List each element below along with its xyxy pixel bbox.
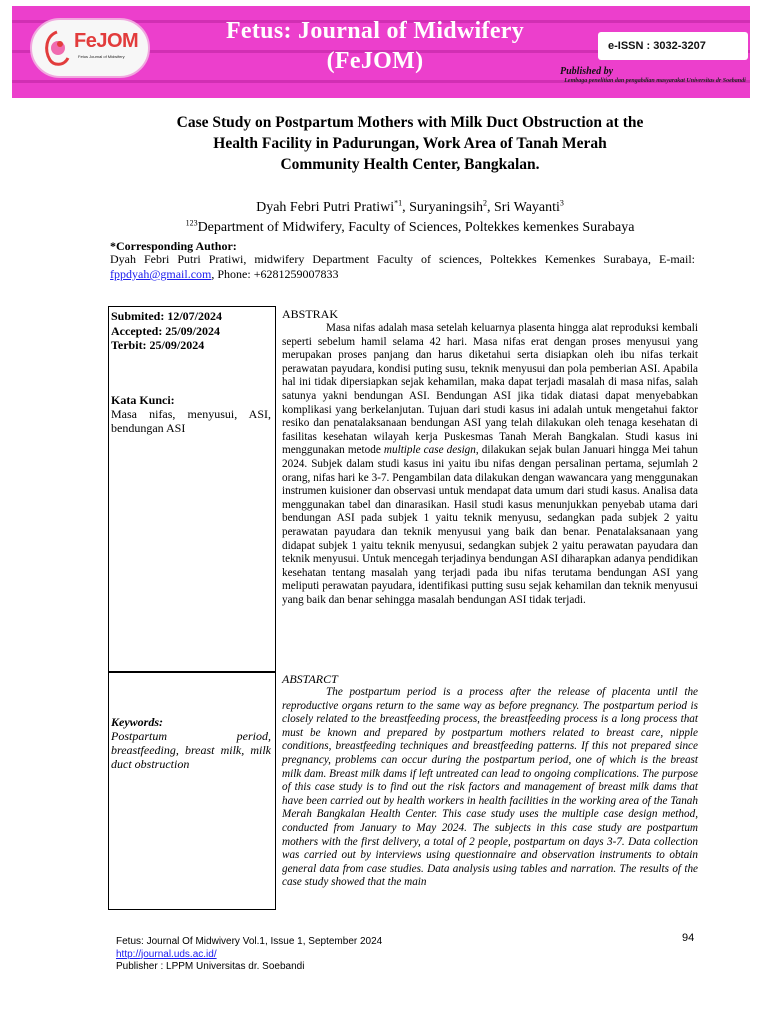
article-title: [120, 112, 700, 175]
page-footer: [116, 936, 382, 974]
footer-journal-link[interactable]: http://journal.uds.ac.id/: [116, 948, 217, 960]
author-name: Dyah Febri Putri Pratiwi: [256, 200, 395, 215]
author-superscript: 3: [559, 198, 564, 208]
issn-text: e-ISSN : 3032-3207: [608, 40, 706, 52]
logo-subtext: Fetus Journal of Midwifery: [78, 54, 125, 59]
journal-title: [190, 16, 560, 76]
keywords-label: Keywords:: [111, 715, 163, 729]
abstrak-text-part: , dilakukan sejak bulan Januari hingga Mei tahun 2024. Subjek dalam studi kasus ini yaitu ibu nifas dengan persalinan pertama, sejumlah 2 orang, nifas hari ke 3-7. Pengambilan data dilakukan dengan wawancara yang menggunakan instrumen kuisioner dan observasi untuk mendapat data umum dari studi kasus. Analisa data menggunakan tabel dan dinarasikan. Hasil studi kasus menunjukkan penyebab utama dari bendungan ASI pada subjek 1 yaitu teknik menyusu, sedangkan pada subjek 2 yaitu perawatan payudara dan teknik menyusui yang baik dan benar. Penatalaksanaan yang didapat subjek 1 yaitu teknik menyusui, sedangkan subjek 2 yaitu perawatan payudara dan teknik menyusui. Untuk mencegah terjadinya bendungan ASI diharapkan adanya pendidikan kesehatan tentang masalah yang terjadi pada ibu nifas terutama bendungan ASI yang meliputi perawatan payudara, identifikasi putting susu sejak kehamilan dan teknik menyusui yang baik dan benar sehingga masalah bendungan ASI tidak terjadi.: [282, 444, 698, 606]
page-number: 94: [682, 932, 695, 944]
author-superscript: 2: [483, 198, 488, 208]
keywords-text: Postpartum period, breastfeeding, breast milk, milk duct obstruction: [111, 729, 271, 771]
published-by-label: Published by: [560, 66, 614, 77]
publisher-name: Lembaga penelitian dan pengabdian masyarakat Universitas dr Soebandi: [564, 78, 746, 84]
abstract-heading: ABSTARCT: [282, 672, 338, 686]
abstract-paragraph: The postpartum period is a process after the release of placenta until the reproductive organs return to the same way as before pregnancy. The postpartum period is closely related to the breastfeeding process, the breastfeeding process is a long process that must be known and prepared by postpartum mothers related to breast care, nipple conditions, breastfeeding techniques and breastfeeding patterns. If this not prepared since pregnancy, problems can occur during the postpartum period, one of which is the breast milk dam. Breast milk dams if left untreated can lead to ongoing complications. The purpose of this case study is to find out the risk factors and management of breast milk dams that have been carried out by health workers in health facilities in the working area of the Tanah Merah Bangkalan Health Center. This case study uses the multiple case design method, conducted from January to May 2024. The subjects in this case study are postpartum mothers with the first delivery, a total of 2 people, postpartum on days 3-7. Data collection was carried out by interviews using questionnaire and observation instruments to obtain general data from case studies. Data analysis using tables and narration. The results of the case study showed that the main: [282, 686, 698, 889]
affiliation-text: Department of Midwifery, Faculty of Sciences, Poltekkes kemenkes Surabaya: [197, 220, 635, 235]
corresponding-author-label: *Corresponding Author:: [110, 239, 237, 253]
footer-publisher: Publisher : LPPM Universitas dr. Soebandi: [116, 961, 305, 972]
logo-wordmark: FeJOM: [74, 30, 139, 52]
author-name: , Sri Wayanti: [487, 200, 560, 215]
keywords-box: [108, 672, 276, 910]
abstrak-heading: ABSTRAK: [282, 307, 339, 321]
author-superscript: *1: [394, 198, 403, 208]
abstrak-text-part: Masa nifas adalah masa setelah keluarnya plasenta hingga alat reproduksi kembali seperti sebelum hamil selama 42 hari. Masa nifas erat dengan proses menyusui yang merupakan proses panjang dan harus diketahui serta disiapkan oleh ibu nifas terkait perawatan payudara, kondisi puting susu, teknik menyusui dan pola pemberian ASI. Apabila hal ini tidak dipersiapkan sejak kehamilan, maka dapat terjadi masalah di masa nifas, salah satunya yakni bendungan ASI. Bendungan ASI jika tidak diatasi dapat menyebabkan komplikasi yang berkelanjutan. Tujuan dari studi kasus ini adalah untuk mengetahui faktor resiko dan penatalaksanaan bendungan ASI yang telah dilakukan oleh tenaga kesehatan di fasilitas kesehatan wilayah kerja Puskesmas Tanah Merah Bangkalan. Studi kasus ini menggunakan metode: [282, 322, 698, 457]
journal-logo: [30, 18, 150, 78]
affiliation-superscript: 123: [185, 218, 198, 228]
submitted-date: Submited: 12/07/2024: [111, 309, 223, 323]
article-title-line: Health Facility in Padurungan, Work Area of Tanah Merah: [213, 135, 607, 152]
abstrak-paragraph: [282, 322, 698, 607]
corresponding-phone: , Phone: +6281259007833: [211, 267, 339, 281]
author-list: [160, 200, 660, 216]
article-info-box: [108, 306, 276, 672]
accepted-date: Accepted: 25/09/2024: [111, 324, 220, 338]
abstrak-method: multiple case design: [383, 444, 476, 457]
article-title-line: Community Health Center, Bangkalan.: [280, 156, 540, 173]
kata-kunci-text: Masa nifas, menyusui, ASI, bendungan ASI: [111, 407, 271, 435]
corresponding-email-link[interactable]: fppdyah@gmail.com: [110, 267, 212, 281]
journal-title-line: Fetus: Journal of Midwifery: [225, 18, 525, 44]
footer-journal-info: Fetus: Journal Of Midwivery Vol.1, Issue 1, September 2024: [116, 936, 383, 947]
corresponding-author-details: [110, 252, 695, 282]
abstrak-body: [282, 322, 698, 607]
corresponding-author-text: Dyah Febri Putri Pratiwi, midwifery Department Faculty of sciences, Poltekkes Kemenkes Surabaya, E-mail:: [110, 252, 695, 266]
abstract-body: [282, 686, 698, 890]
journal-title-line: (FeJOM): [326, 48, 424, 74]
affiliation: [110, 220, 710, 236]
author-name: , Suryaningsih: [402, 200, 484, 215]
published-date: Terbit: 25/09/2024: [111, 338, 205, 352]
article-title-line: Case Study on Postpartum Mothers with Milk Duct Obstruction at the: [176, 114, 644, 131]
fetus-emblem-icon: [42, 30, 72, 68]
kata-kunci-label: Kata Kunci:: [111, 393, 175, 407]
